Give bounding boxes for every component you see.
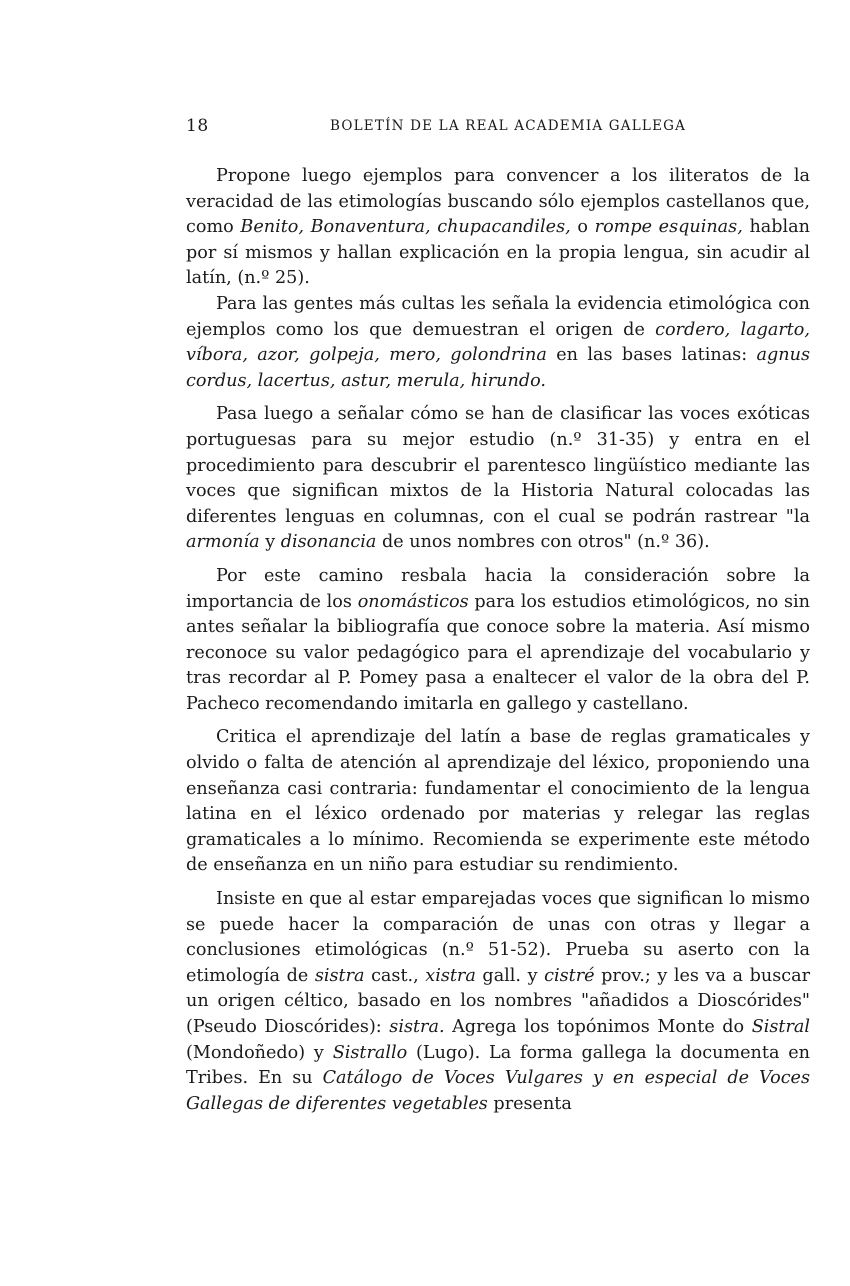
paragraph-6 <box>186 887 810 1117</box>
italic-run: Sistral <box>751 1017 811 1037</box>
paragraph-1 <box>186 164 810 292</box>
running-title: BOLETÍN DE LA REAL ACADEMIA GALLEGA <box>330 118 687 134</box>
text-run: hablan por sí mismos y hallan explicación en la propia lengua, sin acudir al latín, (n.º 25). <box>186 217 810 289</box>
italic-run: agnus cordus, lacertus, astur, merula, hirundo. <box>186 345 810 391</box>
paragraph-2 <box>186 292 810 394</box>
italic-run: xistra <box>425 965 476 986</box>
italic-run: disonancia <box>280 532 377 553</box>
italic-run: cistré <box>544 965 595 986</box>
body-text <box>186 164 810 1125</box>
text-run: Para las gentes más cultas les señala la evidencia etimológica con ejemplos como los que demuestran el origen de <box>186 293 810 340</box>
italic-run: sistra <box>314 965 365 986</box>
paragraph-5 <box>186 725 810 879</box>
italic-run: rompe esquinas, <box>594 217 743 238</box>
italic-run: Catálogo de Voces Vulgares y en especial de Voces Gallegas de diferentes vegetables <box>186 1068 810 1114</box>
text-run: Agrega los topónimos Monte do <box>444 1017 752 1037</box>
text-run: Pasa luego a señalar cómo se han de clasificar las voces exóticas portuguesas para su mejor estudio (n.º 31-35) y entra en el procedimiento para descubrir el parentesco lingüístico mediante las voces que significan mixtos de la Historia Natural colocadas las diferentes lenguas en columnas, con el cual se podrán rastrear "la <box>186 404 810 527</box>
text-run: cast., <box>364 965 426 986</box>
text-run: prov.; y les va a buscar un origen céltico, basado en los nombres "añadidos a Dioscórides" (Pseudo Dioscórides): <box>186 965 810 1037</box>
text-run: Propone luego ejemplos para convencer a los iliteratos de la veracidad de las etimologías buscando sólo ejemplos castellanos que, como <box>186 166 810 238</box>
paragraph-4 <box>186 564 810 718</box>
text-run: o <box>570 217 595 238</box>
text-run: gall. y <box>475 965 545 986</box>
text-run: Insiste en que al estar emparejadas voces que significan lo mismo se puede hacer la comparación de unas con otras y llegar a conclusiones etimológicas (n.º 51-52). Prueba su aserto con la etimología de <box>186 889 810 986</box>
text-run: de unos nombres con otros" (n.º 36). <box>376 532 710 553</box>
page-header <box>186 116 810 140</box>
text-run: Critica el aprendizaje del latín a base de reglas gramaticales y olvido o falta de atención al aprendizaje del léxico, proponiendo una enseñanza casi contraria: fundamentar el conocimiento de la lengua latina en el léxico ordenado por materias y relegar las reglas gramaticales a lo mínimo. Recomienda se experimente este método de enseñanza en un niño para estudiar su rendimiento. <box>186 727 810 876</box>
text-run: Por este camino resbala hacia la consideración sobre la importancia de los <box>186 565 810 612</box>
italic-run: onomásticos <box>357 591 469 612</box>
italic-run: Sistrallo <box>332 1042 408 1063</box>
italic-run: Benito, Bonaventura, chupacandiles, <box>240 217 571 238</box>
text-run: para los estudios etimológicos, no sin antes señalar la bibliografía que conoce sobre la materia. Así mismo reconoce su valor pedagógico para el aprendizaje del vocabulario y tras recordar al P. Pomey pasa a enaltecer el valor de la obra del P. Pacheco recomendando imitarla en gallego y castellano. <box>186 591 810 714</box>
text-run: (Lugo). La forma gallega la documenta en Tribes. En su <box>186 1042 810 1089</box>
italic-run: cordero, lagarto, víbora, azor, golpeja, mero, golondrina <box>186 319 810 366</box>
italic-run: armonía <box>186 532 260 553</box>
page-number: 18 <box>186 116 209 136</box>
text-run: en las bases latinas: <box>546 345 757 366</box>
text-run: presenta <box>487 1093 572 1114</box>
text-run: y <box>259 532 281 553</box>
italic-run: sistra. <box>389 1017 445 1037</box>
paragraph-3 <box>186 402 810 556</box>
text-run: (Mondoñedo) y <box>186 1042 333 1063</box>
